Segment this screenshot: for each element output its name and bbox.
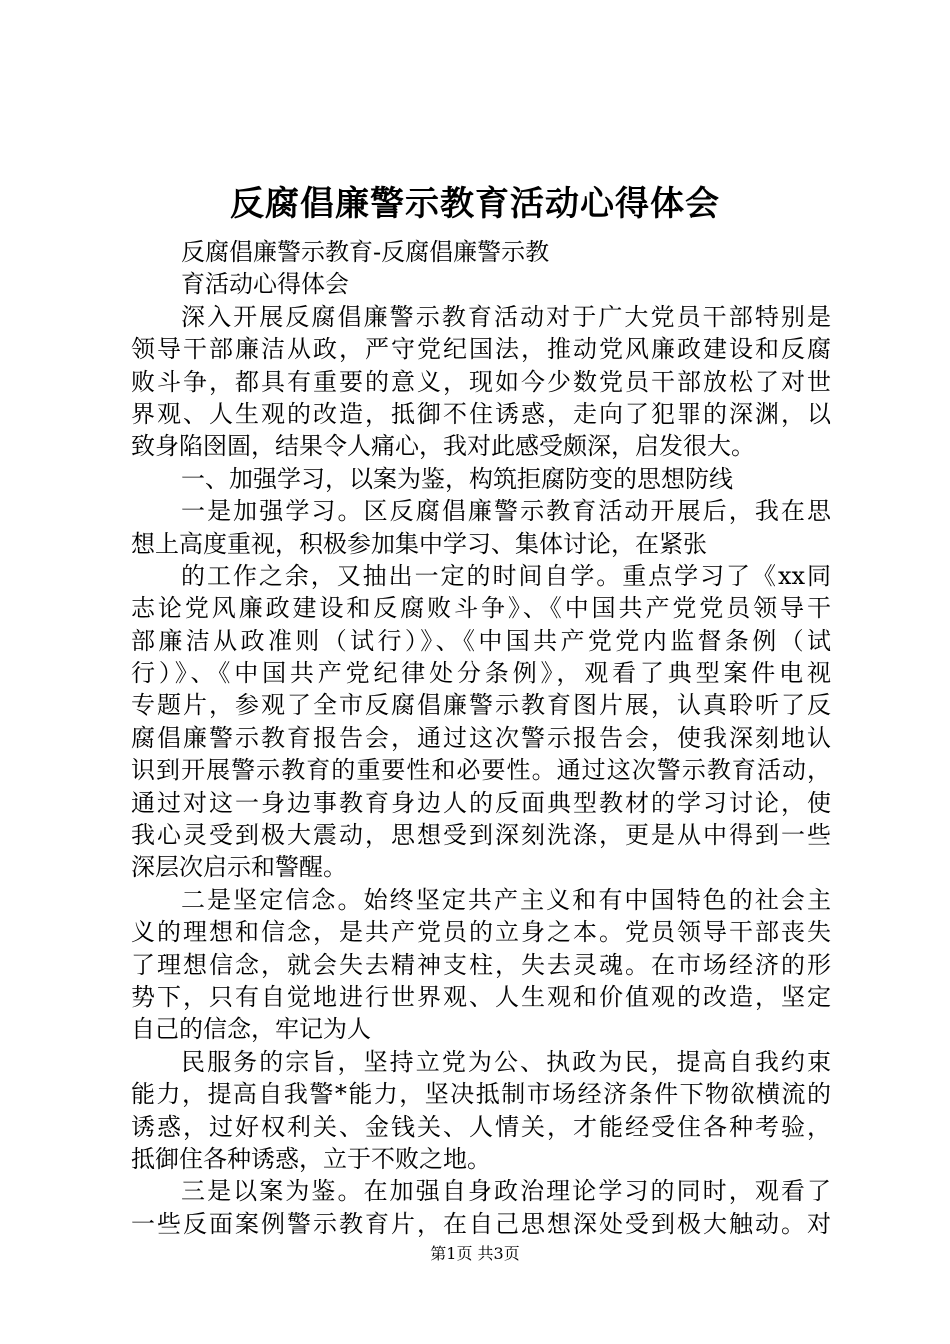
body-line: 一些反面案例警示教育片，在自己思想深处受到极大触动。对 <box>131 1209 831 1238</box>
document-body <box>131 236 831 1240</box>
body-line: 通过对这一身边事教育身边人的反面典型教材的学习讨论，使 <box>131 788 831 817</box>
body-line: 势下，只有自觉地进行世界观、人生观和价值观的改造，坚定 <box>131 982 831 1011</box>
body-line: 致身陷囹圄，结果令人痛心，我对此感受颇深，启发很大。 <box>131 432 755 461</box>
body-line: 腐倡廉警示教育报告会，通过这次警示报告会，使我深刻地认 <box>131 723 831 752</box>
body-line: 志论党风廉政建设和反腐败斗争》、《中国共产党党员领导干 <box>131 594 831 623</box>
body-line: 抵御住各种诱惑，立于不败之地。 <box>131 1144 491 1173</box>
body-line: 败斗争，都具有重要的意义，现如今少数党员干部放松了对世 <box>131 367 831 396</box>
body-line: 育活动心得体会 <box>181 270 349 299</box>
document-title: 反腐倡廉警示教育活动心得体会 <box>230 184 720 224</box>
body-line: 民服务的宗旨，坚持立党为公、执政为民，提高自我约束 <box>181 1047 831 1076</box>
body-line: 义的理想和信念，是共产党员的立身之本。党员领导干部丧失 <box>131 918 831 947</box>
page-footer: 第1页 共3页 <box>430 1244 520 1263</box>
body-line: 领导干部廉洁从政，严守党纪国法，推动党风廉政建设和反腐 <box>131 335 831 364</box>
body-line: 想上高度重视，积极参加集中学习、集体讨论，在紧张 <box>131 529 707 558</box>
body-line: 诱惑，过好权利关、金钱关、人情关，才能经受住各种考验， <box>131 1112 831 1141</box>
body-line: 了理想信念，就会失去精神支柱，失去灵魂。在市场经济的形 <box>131 950 831 979</box>
body-line: 识到开展警示教育的重要性和必要性。通过这次警示教育活动， <box>131 756 831 785</box>
body-line: 能力，提高自我警*能力，坚决抵制市场经济条件下物欲横流的 <box>131 1080 831 1109</box>
body-line: 深层次启示和警醒。 <box>131 853 347 882</box>
body-line: 界观、人生观的改造，抵御不住诱惑，走向了犯罪的深渊，以 <box>131 399 831 428</box>
body-line: 的工作之余，又抽出一定的时间自学。重点学习了《xx同 <box>181 561 831 590</box>
body-line: 我心灵受到极大震动，思想受到深刻洗涤，更是从中得到一些 <box>131 821 831 850</box>
body-line: 二是坚定信念。始终坚定共产主义和有中国特色的社会主 <box>181 885 831 914</box>
body-line: 深入开展反腐倡廉警示教育活动对于广大党员干部特别是 <box>181 302 831 331</box>
body-line: 一、加强学习，以案为鉴，构筑拒腐防变的思想防线 <box>181 464 733 493</box>
body-line: 专题片，参观了全市反腐倡廉警示教育图片展，认真聆听了反 <box>131 691 831 720</box>
body-line: 行）》、《中国共产党纪律处分条例》，观看了典型案件电视 <box>131 659 831 688</box>
body-line: 自己的信念，牢记为人 <box>131 1015 371 1044</box>
body-line: 一是加强学习。区反腐倡廉警示教育活动开展后，我在思 <box>181 497 831 526</box>
body-line: 部廉洁从政准则（试行）》、《中国共产党党内监督条例（试 <box>131 626 831 655</box>
body-line: 三是以案为鉴。在加强自身政治理论学习的同时，观看了 <box>181 1177 831 1206</box>
body-line: 反腐倡廉警示教育-反腐倡廉警示教 <box>181 238 550 266</box>
